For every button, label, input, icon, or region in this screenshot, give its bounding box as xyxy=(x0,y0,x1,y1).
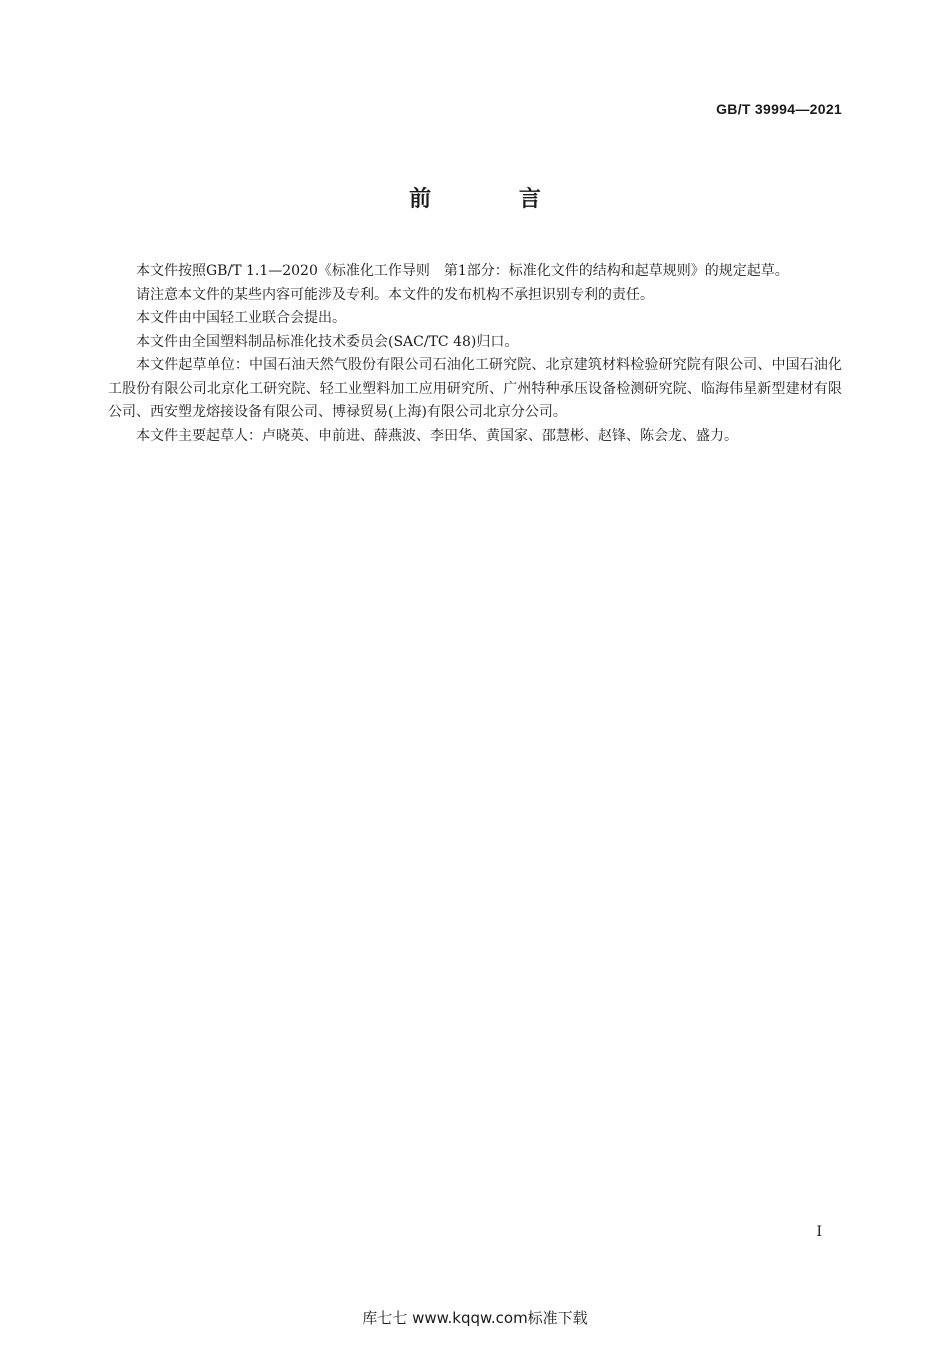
paragraph-proposer: 本文件由中国轻工业联合会提出。 xyxy=(136,310,346,326)
standard-code: GB/T 39994—2021 xyxy=(716,101,842,117)
page-title: 前 言 xyxy=(409,187,581,212)
paragraph-drafting-rules: 本文件按照GB/T 1.1—2020《标准化工作导则 第1部分：标准化文件的结构和起草规则》的规定起草。 xyxy=(136,263,789,279)
paragraph-technical-committee: 本文件由全国塑料制品标准化技术委员会(SAC/TC 48)归口。 xyxy=(136,333,519,350)
paragraph-patent-notice: 请注意本文件的某些内容可能涉及专利。本文件的发布机构不承担识别专利的责任。 xyxy=(136,286,654,303)
page-number: I xyxy=(816,1224,822,1240)
foreword-body xyxy=(108,260,842,448)
footer-watermark: 库七七 www.kqqw.com标准下载 xyxy=(362,1309,588,1327)
paragraph-drafters: 本文件主要起草人：卢晓英、申前进、薛燕波、李田华、黄国家、邵慧彬、赵锋、陈会龙、盛力。 xyxy=(136,427,738,444)
paragraph-drafting-units: 本文件起草单位：中国石油天然气股份有限公司石油化工研究院、北京建筑材料检验研究院有限公司、中国石油化工股份有限公司北京化工研究院、轻工业塑料加工应用研究所、广州特种承压设备检测研究院、临海伟星新型建材有限公司、西安塑龙熔接设备有限公司、博禄贸易(上海)有限公司北京分公司。 xyxy=(108,357,842,420)
